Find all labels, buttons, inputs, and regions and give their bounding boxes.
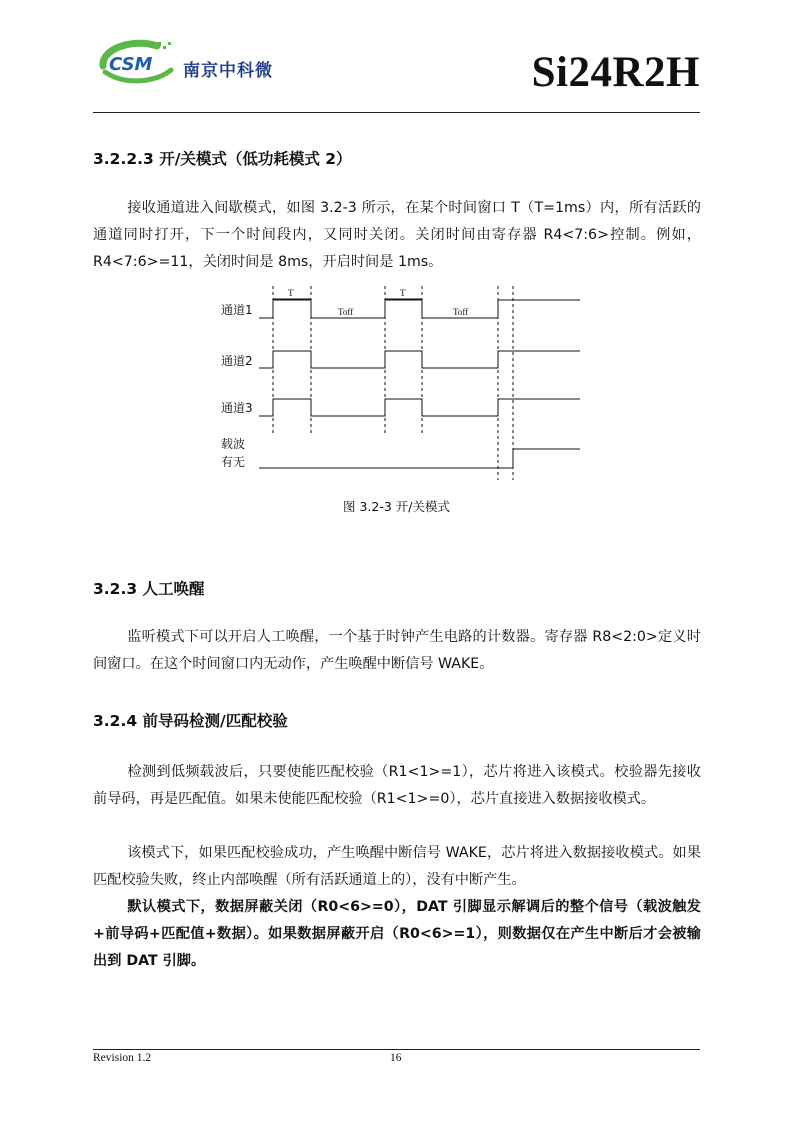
product-title: Si24R2H	[531, 49, 700, 96]
figure-caption: 图 3.2-3 开/关模式	[342, 499, 450, 514]
paragraph-3223	[93, 195, 701, 276]
carrier-label-1: 载波	[221, 437, 246, 451]
channel2-label: 通道2	[221, 354, 253, 368]
channel3-waveform	[259, 399, 580, 416]
section-heading-323: 3.2.3 人工唤醒	[93, 580, 205, 598]
channel3-label: 通道3	[221, 401, 253, 415]
toff-label-2: Toff	[453, 307, 469, 317]
paragraph-324-1-text: 检测到低频载波后，只要使能匹配校验（R1<1>=1），芯片将进入该模式。校验器先接收前导码，再是匹配值。如果未使能匹配校验（R1<1>=0），芯片直接进入数据接收模式。	[93, 764, 701, 807]
paragraph-324-2-text: 该模式下，如果匹配校验成功，产生唤醒中断信号 WAKE，芯片将进入数据接收模式。如果匹配校验失败，终止内部唤醒（所有活跃通道上的），没有中断产生。	[93, 845, 701, 888]
revision-label: Revision 1.2	[93, 1052, 152, 1064]
csm-logo-icon	[95, 36, 181, 86]
logo-text: CSM	[109, 54, 153, 75]
t-label-1: T	[288, 288, 294, 298]
paragraph-3223-text: 接收通道进入间歇模式，如图 3.2-3 所示，在某个时间窗口 T（T=1ms）内，所有活跃的通道同时打开，下一个时间段内，又同时关闭。关闭时间由寄存器 R4<7:6>控制。例如，R4<7:6>=11，关闭时间是 8ms，开启时间是 1ms。	[93, 200, 701, 270]
toff-label-1: Toff	[338, 307, 354, 317]
paragraph-324-1	[93, 759, 701, 813]
company-name: 南京中科微	[183, 61, 273, 81]
channel2-waveform	[259, 351, 580, 368]
carrier-waveform	[259, 449, 580, 468]
header-divider	[93, 112, 700, 113]
carrier-label-2: 有无	[221, 455, 246, 469]
channel1-label: 通道1	[221, 303, 253, 317]
paragraph-323	[93, 624, 701, 678]
page-number: 16	[390, 1052, 402, 1064]
section-heading-3223: 3.2.2.3 开/关模式（低功耗模式 2）	[93, 150, 352, 168]
paragraph-324-2	[93, 840, 701, 894]
paragraph-324-3-text: 默认模式下，数据屏蔽关闭（R0<6>=0），DAT 引脚显示解调后的整个信号（载波触发+前导码+匹配值+数据）。如果数据屏蔽开启（R0<6>=1），则数据仅在产生中断后才会被输出到 DAT 引脚。	[93, 899, 701, 969]
paragraph-324-3	[93, 894, 701, 975]
timing-diagram	[215, 282, 585, 484]
t-label-2: T	[400, 288, 406, 298]
channel1-waveform	[259, 300, 580, 318]
paragraph-323-text: 监听模式下可以开启人工唤醒，一个基于时钟产生电路的计数器。寄存器 R8<2:0>定义时间窗口。在这个时间窗口内无动作，产生唤醒中断信号 WAKE。	[93, 629, 701, 672]
footer-divider	[93, 1049, 700, 1050]
section-heading-324: 3.2.4 前导码检测/匹配校验	[93, 712, 288, 730]
